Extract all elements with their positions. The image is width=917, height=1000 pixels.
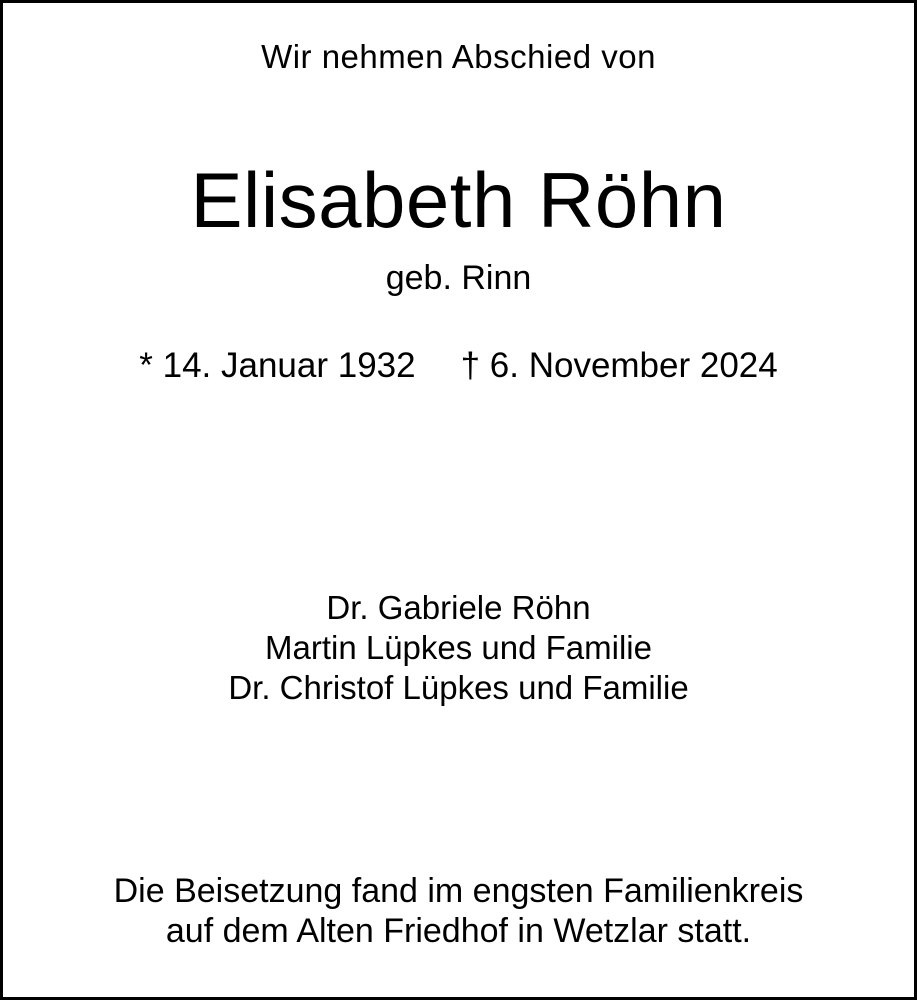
life-dates [3, 348, 914, 383]
mourner-line: Martin Lüpkes und Familie [264, 629, 652, 666]
intro-line: Wir nehmen Abschied von [261, 38, 656, 75]
closing-line: Die Beisetzung fand im engsten Familienkreis [113, 872, 804, 910]
deceased-name: Elisabeth Röhn [190, 156, 727, 244]
mourners-list [3, 588, 914, 708]
mourner-line: Dr. Christof Lüpkes und Familie [228, 669, 689, 706]
mourner-line: Dr. Gabriele Röhn [326, 589, 591, 626]
closing-line: auf dem Alten Friedhof in Wetzlar statt. [165, 912, 752, 950]
closing-text [3, 871, 914, 951]
maiden-name: geb. Rinn [385, 259, 532, 297]
death-date: † 6. November 2024 [460, 346, 778, 385]
birth-date: * 14. Januar 1932 [139, 346, 416, 385]
